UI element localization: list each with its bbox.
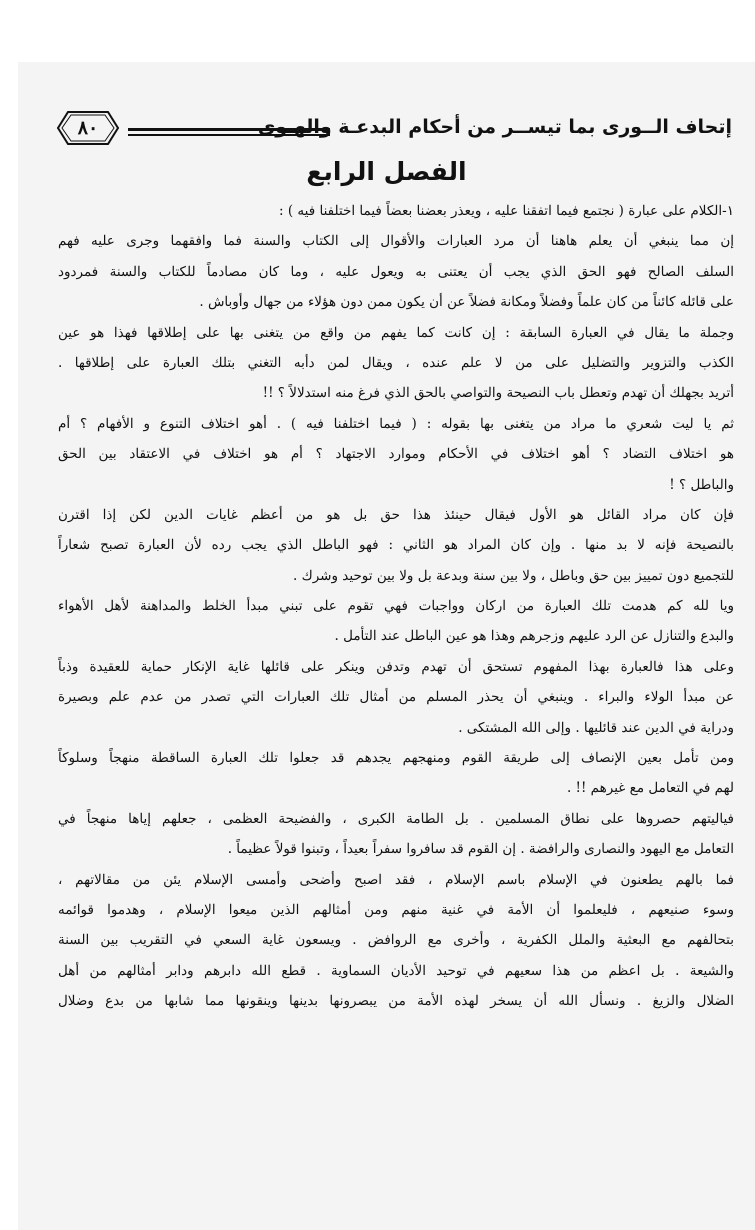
paragraph-line: ثم يا ليت شعري ما مراد من يتغنى بها بقوله : ( فيما اختلفنا فيه ) . أهو اختلاف التنوع و الأفهام ؟ أم <box>58 415 734 432</box>
page-number-badge <box>56 110 120 146</box>
paragraph-line: والشيعة . بل اعظم من هذا سعيهم في توحيد الأديان السماوية . قطع الله دابرهم ودابر أمثالهم من أهل <box>58 962 734 979</box>
paragraph-line: للتجميع دون تمييز بين حق وباطل ، ولا بين سنة وبدعة بل ولا بين توحيد وشرك . <box>293 567 734 584</box>
paragraph-line: فما بالهم يطعنون في الإسلام باسم الإسلام ، فقد اصبح وأضحى وأمسى الإسلام يئن من مقالاتهم ، <box>58 871 734 888</box>
paragraph-line: إن مما ينبغي أن يعلم هاهنا أن مرد العبارات والأقوال إلى الكتاب والسنة فما وافقهما وجرى عليه فهم <box>58 233 734 250</box>
paragraph-line: فياليتهم حصروها على نطاق المسلمين . بل الطامة الكبرى ، والفضيحة العظمى ، جعلهم إياها منهجاً في <box>58 810 734 827</box>
paragraph-line: هو اختلاف التضاد ؟ أهو اختلاف في الأحكام وموارد الاجتهاد ؟ أم هو اختلاف في الاعتقاد بين الحق <box>58 446 734 463</box>
paragraph-line: على قائله كائناً من كان علماً وفضلاً ومكانة فضلاً عن أن يكون ممن دون هؤلاء من جهال وأوباش . <box>199 294 734 311</box>
paragraph-line: لهم في التعامل مع غيرهم !! . <box>566 780 734 797</box>
page-header <box>56 112 732 148</box>
paragraph-line: ١-الكلام على عبارة ( نجتمع فيما اتفقنا عليه ، ويعذر بعضنا بعضاً فيما اختلفنا فيه ) : <box>279 203 734 219</box>
book-title: إتحاف الــورى بما تيســر من أحكام البدعـة والهـوى <box>257 116 732 138</box>
paragraph-line: الضلال والزيغ . ونسأل الله أن يسخر لهذه الأمة من يبصرونها بدينها وينقونها مما شابها من بدع وضلال <box>58 993 734 1010</box>
paragraph-line: وجملة ما يقال في العبارة السابقة : إن كانت كما يفهم من واقع من يتغنى بها على إطلاقها فهذا هو عين <box>58 324 734 341</box>
page-number: ٨٠ <box>77 117 99 139</box>
paragraph-line: فإن كان مراد القائل هو الأول فيقال حينئذ هذا حق بل هو من أعظم غايات الدين لكن إذا اقترن <box>58 506 734 523</box>
paragraph-line: التعامل مع اليهود والنصارى والرافضة . إن القوم قد سافروا سفراً بعيداً ، وتبنوا قولاً عظيماً . <box>227 841 734 858</box>
paragraph-line: بالنصيحة فإنه لا بد منها . وإن كان المراد هو الثاني : فهو الباطل الذي يجب رده لأن العبارة تصبح شعاراً <box>58 537 734 554</box>
chapter-title: الفصل الرابع <box>306 157 467 186</box>
paragraph-line: ودراية في الدين عند قائليها . وإلى الله المشتكى . <box>458 719 734 736</box>
paragraph-line: والبدع والتنازل عن الرد عليهم وزجرهم وهذا هو عين الباطل عند التأمل . <box>334 628 734 645</box>
paragraph-line: والباطل ؟ ! <box>669 476 734 493</box>
document-page <box>18 62 755 1230</box>
paragraph-line: ويا لله كم هدمت تلك العبارة من اركان وواجبات فهي تقوم على تبني مبدأ الخلط والمداهنة لأهل الأهواء <box>58 598 734 615</box>
paragraph-line: وسوء صنيعهم ، فليعلموا أن الأمة في غنية منهم ومن أمثالهم الذين ميعوا الإسلام ، وهدموا قوائمه <box>58 901 734 918</box>
paragraph-line: ومن تأمل بعين الإنصاف إلى طريقة القوم ومنهجهم يجدهم قد جعلوا تلك العبارة الساقطة منهجاً وسلوكاً <box>58 750 734 767</box>
paragraph-line: السلف الصالح فهو الحق الذي يجب أن يعتنى به ويعول عليه ، وما كان مصادماً للكتاب والسنة فمردود <box>58 263 734 280</box>
paragraph-line: وعلى هذا فالعبارة بهذا المفهوم تستحق أن تهدم وتدفن وينكر على قائلها غاية الإنكار حماية للعقيدة وذباً <box>58 658 734 675</box>
paragraph-line: الكذب والتزوير والتضليل على من لا علم عنده ، ويقال لمن دأبه التغني بتلك العبارة على إطلاقها . <box>58 354 734 371</box>
paragraph-line: عن مبدأ الولاء والبراء . وينبغي أن يحذر المسلم من أمثال تلك العبارات التي تصدر من عدم علم وبصيرة <box>58 689 734 706</box>
header-rule <box>128 128 330 136</box>
paragraph-line: بتحالفهم مع البعثية والملل الكفرية ، وأخرى مع الروافض . ويسعون غاية السعي في التقريب بين السنة <box>58 932 734 949</box>
body-text <box>58 196 734 1017</box>
paragraph-line: أتريد بجهلك أن تهدم وتعطل باب النصيحة والتواصي بالحق الذي فرغ منه استدلالاً ؟ !! <box>262 385 734 402</box>
